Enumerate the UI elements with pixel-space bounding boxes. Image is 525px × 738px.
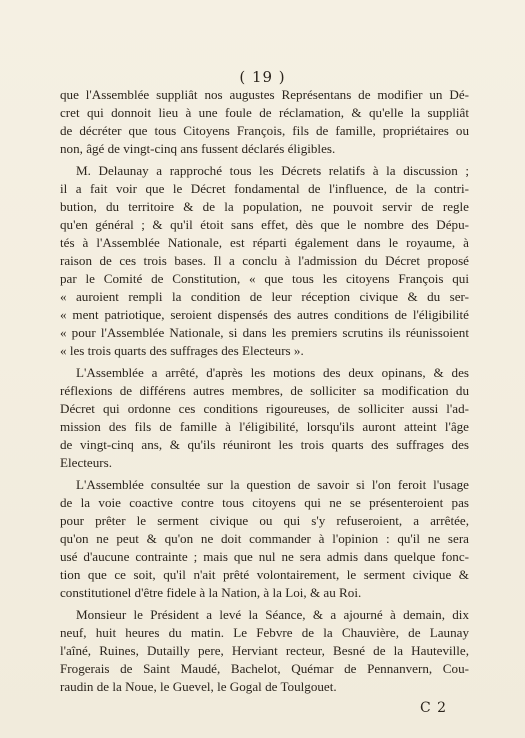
text-line: de la voie coactive contre tous citoyens qui ne se présenteroient pas [60, 495, 469, 510]
text-line: cret qui donnoit lieu à une foule de réclamation, & qu'elle la suppliât [60, 105, 469, 120]
text-line: « pour l'Assemblée Nationale, si dans les premiers scrutins ils réunissoient [60, 325, 469, 340]
text-line: M. Delaunay a rapproché tous les Décrets relatifs à la discussion ; [76, 163, 469, 178]
text-line: tés à l'Assemblée Nationale, est réparti également dans le royaume, à [60, 235, 469, 250]
paragraph [60, 476, 469, 602]
text-line: « ment patriotique, seroient dispensés des autres conditions de l'éligibilité [60, 307, 469, 322]
text-line: de vingt-cinq ans, & qu'ils réuniront les trois quarts des suffrages des [60, 437, 469, 452]
text-line: constitutionel d'être fidele à la Nation, à la Loi, & au Roi. [60, 585, 362, 600]
text-line: Monsieur le Président a levé la Séance, & a ajourné à demain, dix [76, 607, 469, 622]
text-line: de décréter que tous Citoyens François, fils de famille, propriétaires ou [60, 123, 469, 138]
signature-mark: C 2 [420, 700, 448, 716]
text-line: « auroient rempli la condition de leur réception civique & du ser- [60, 289, 469, 304]
text-line: réflexions de différens autres membres, de solliciter sa modification du [60, 383, 469, 398]
paragraph [60, 364, 469, 472]
text-line: Electeurs. [60, 455, 112, 470]
text-line: L'Assemblée a arrêté, d'après les motions des deux opinans, & des [76, 365, 469, 380]
text-line: bution, du territoire & de la population, ne pouvoit servir de regle [60, 199, 469, 214]
paragraph [60, 162, 469, 360]
text-line: qu'en général ; & qu'il étoit sans effet, dès que le nombre des Dépu- [60, 217, 469, 232]
text-line: l'aîné, Ruines, Dutailly pere, Herviant recteur, Besné de la Hauteville, [60, 643, 469, 658]
text-line: neuf, huit heures du matin. Le Febvre de la Chauvière, de Launay [60, 625, 469, 640]
text-line: mission des fils de famille à l'éligibilité, lorsqu'ils auront atteint l'âge [60, 419, 469, 434]
text-line: usé d'aucune contrainte ; mais que nul ne sera admis dans quelque fonc- [60, 549, 469, 564]
text-line: Frogerais de Saint Maudé, Bachelot, Quémar de Pennanvern, Cou- [60, 661, 469, 676]
text-line: pour prêter le serment civique ou qui s'y refuseroient, a arrêtée, [60, 513, 469, 528]
page-number: ( 19 ) [239, 68, 286, 86]
text-line: qu'on ne peut & qu'on ne doit commander à l'opinion : qu'il ne sera [60, 531, 469, 546]
paragraph [60, 606, 469, 696]
text-line: Décret qui ordonne ces conditions rigoureuses, de solliciter aussi l'ad- [60, 401, 469, 416]
text-line: raudin de la Noue, le Guevel, le Gogal de Toulgouet. [60, 679, 337, 694]
text-line: tion que ce soit, qu'il n'ait prêté volontairement, le serment civique & [60, 567, 469, 582]
text-line: L'Assemblée consultée sur la question de savoir si l'on feroit l'usage [76, 477, 469, 492]
text-line: que l'Assemblée suppliât nos augustes Représentans de modifier un Dé- [60, 87, 469, 102]
body-text [60, 86, 469, 700]
text-line: non, âgé de vingt-cinq ans fussent déclarés éligibles. [60, 141, 336, 156]
text-line: par le Comité de Constitution, « que tous les citoyens François qui [60, 271, 469, 286]
text-line: « les trois quarts des suffrages des Electeurs ». [60, 343, 304, 358]
paragraph [60, 86, 469, 158]
text-line: il a fait voir que le Décret fondamental de l'influence, de la contri- [60, 181, 469, 196]
text-line: raison de ces trois bases. Il a conclu à l'admission du Décret proposé [60, 253, 469, 268]
